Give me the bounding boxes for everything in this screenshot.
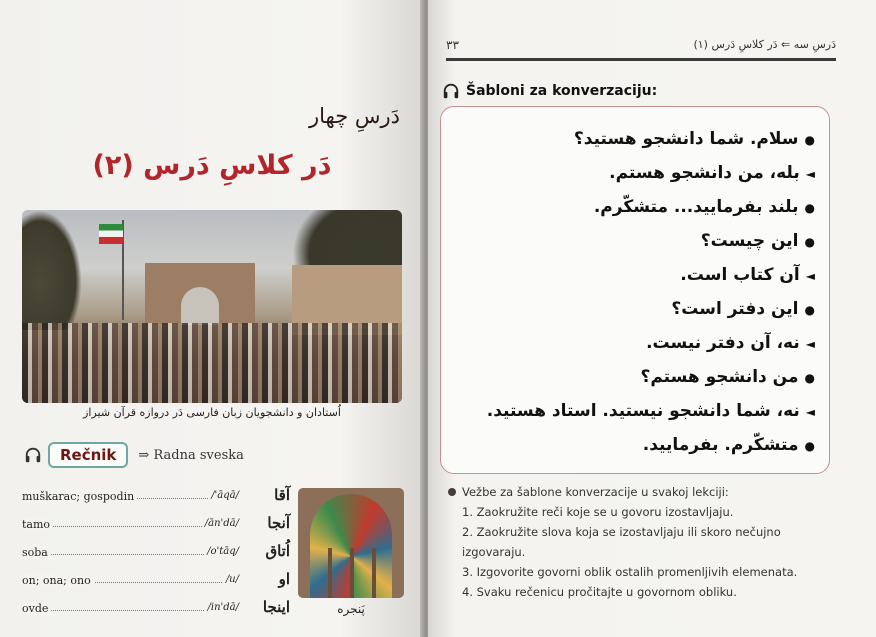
vocab-leader bbox=[22, 610, 224, 611]
lesson-title: دَر کلاسِ دَرس (۲) bbox=[92, 150, 332, 181]
dialogue-text: این چیست؟ bbox=[700, 231, 799, 251]
dialogue-text: متشکّرم. بفرمایید. bbox=[642, 435, 799, 455]
bullet-icon: ● bbox=[804, 439, 815, 453]
running-header bbox=[446, 36, 836, 56]
bullet-icon: ● bbox=[804, 303, 815, 317]
dialogue-line bbox=[594, 197, 815, 217]
dialogue-line bbox=[574, 129, 815, 149]
dialogue-line bbox=[671, 299, 815, 319]
dialogue-line bbox=[609, 163, 815, 183]
vocab-persian: آنجا bbox=[267, 514, 290, 532]
bullet-icon: ● bbox=[804, 235, 815, 249]
arrow-marker-icon: ◄ bbox=[805, 337, 815, 351]
headphones-icon bbox=[442, 82, 460, 100]
right-page bbox=[428, 0, 876, 637]
stained-glass-window-image bbox=[298, 488, 404, 598]
dialogue-text: سلام. شما دانشجو هستید؟ bbox=[573, 129, 799, 149]
vocab-transcription: /u/ bbox=[223, 574, 242, 585]
dialogue-text: نه، شما دانشجو نیستید. استاد هستید. bbox=[486, 401, 800, 421]
bullet-icon: ● bbox=[804, 371, 815, 385]
dialogue-line bbox=[640, 367, 815, 387]
vocab-transcription: /in'dā/ bbox=[205, 602, 243, 613]
photo-gate-arch bbox=[181, 287, 219, 325]
dialogue-text: بله، من دانشجو هستم. bbox=[609, 163, 800, 183]
vocab-persian: آقا bbox=[274, 486, 290, 504]
vocab-persian: او bbox=[278, 570, 290, 588]
dialogue-line bbox=[643, 435, 815, 455]
bullet-icon bbox=[448, 488, 456, 496]
dialogue-text: بلند بفرمایید... متشکّرم. bbox=[593, 197, 799, 217]
recnik-badge: Rečnik bbox=[48, 442, 128, 468]
arrow-marker-icon: ◄ bbox=[805, 167, 815, 181]
exercise-item: 2. Zaokružite slova koja se izostavljaju ili skoro nečujno izgovaraju. bbox=[462, 525, 781, 559]
dialogue-text: این دفتر است؟ bbox=[671, 299, 799, 319]
left-page bbox=[0, 0, 424, 637]
dialogue-line bbox=[487, 401, 815, 421]
dialogue-line bbox=[701, 231, 815, 251]
dialogue-line bbox=[646, 333, 815, 353]
exercise-item: 3. Izgovorite govorni oblik ostalih promenljivih elemenata. bbox=[462, 565, 798, 579]
group-photo bbox=[22, 210, 402, 403]
vocab-header bbox=[24, 442, 244, 468]
dialogue-line bbox=[680, 265, 815, 285]
dialogue-text: نه، آن دفتر نیست. bbox=[646, 333, 800, 353]
vocab-leader bbox=[22, 554, 224, 555]
photo-quran-gate bbox=[145, 263, 255, 325]
arrow-marker-icon: ◄ bbox=[805, 269, 815, 283]
photo-crowd bbox=[22, 323, 402, 403]
photo-tree-left bbox=[22, 210, 82, 330]
exercises-block bbox=[448, 482, 838, 602]
vocab-persian: اُتاق bbox=[265, 542, 290, 560]
headphones-icon bbox=[24, 446, 42, 464]
vocab-transcription: /ān'dā/ bbox=[202, 518, 242, 529]
radna-sveska-link: ⇒ Radna sveska bbox=[138, 447, 244, 463]
window-bars bbox=[310, 548, 392, 598]
bullet-icon: ● bbox=[804, 133, 815, 147]
dialogue-text: من دانشجو هستم؟ bbox=[640, 367, 799, 387]
page-number: ۳۳ bbox=[446, 38, 459, 52]
vocab-row bbox=[22, 514, 290, 538]
vocab-serbian: muškarac; gospodin bbox=[22, 490, 137, 503]
vocab-row bbox=[22, 542, 290, 566]
vocab-transcription: /'āqā/ bbox=[208, 490, 242, 501]
bullet-icon: ● bbox=[804, 201, 815, 215]
running-title: دَرسِ سه ⇐ دَر کلاسِ دَرس (۱) bbox=[693, 38, 836, 51]
vocab-serbian: on; ona; ono bbox=[22, 574, 94, 587]
exercise-item: 1. Zaokružite reči koje se u govoru izostavljaju. bbox=[462, 505, 734, 519]
section-title: Šabloni za konverzaciju: bbox=[466, 83, 658, 99]
vocab-persian: اینجا bbox=[262, 598, 290, 616]
dialogue-text: آن کتاب است. bbox=[680, 265, 800, 285]
exercises-intro-text: Vežbe za šablone konverzacije u svakoj lekciji: bbox=[462, 485, 729, 499]
exercise-item: 4. Svaku rečenicu pročitajte u govornom obliku. bbox=[462, 585, 737, 599]
section-heading bbox=[442, 82, 657, 100]
vocab-row bbox=[22, 598, 290, 622]
vocab-row bbox=[22, 486, 290, 510]
vocab-serbian: tamo bbox=[22, 518, 53, 531]
vocab-serbian: soba bbox=[22, 546, 51, 559]
window-caption: پَنجره bbox=[337, 602, 365, 616]
lesson-subtitle: دَرسِ چهار bbox=[308, 104, 400, 128]
header-rule bbox=[446, 58, 836, 61]
exercises-intro bbox=[448, 482, 838, 502]
vocab-transcription: /o'tāq/ bbox=[204, 546, 242, 557]
iran-flag-icon bbox=[99, 224, 123, 244]
photo-caption: اُستادان و دانشجویان زبان فارسی دَر دروازه قرآن شیراز bbox=[83, 406, 341, 419]
vocab-row bbox=[22, 570, 290, 594]
vocab-serbian: ovde bbox=[22, 602, 51, 615]
dialogue-box bbox=[440, 106, 830, 474]
arrow-marker-icon: ◄ bbox=[805, 405, 815, 419]
